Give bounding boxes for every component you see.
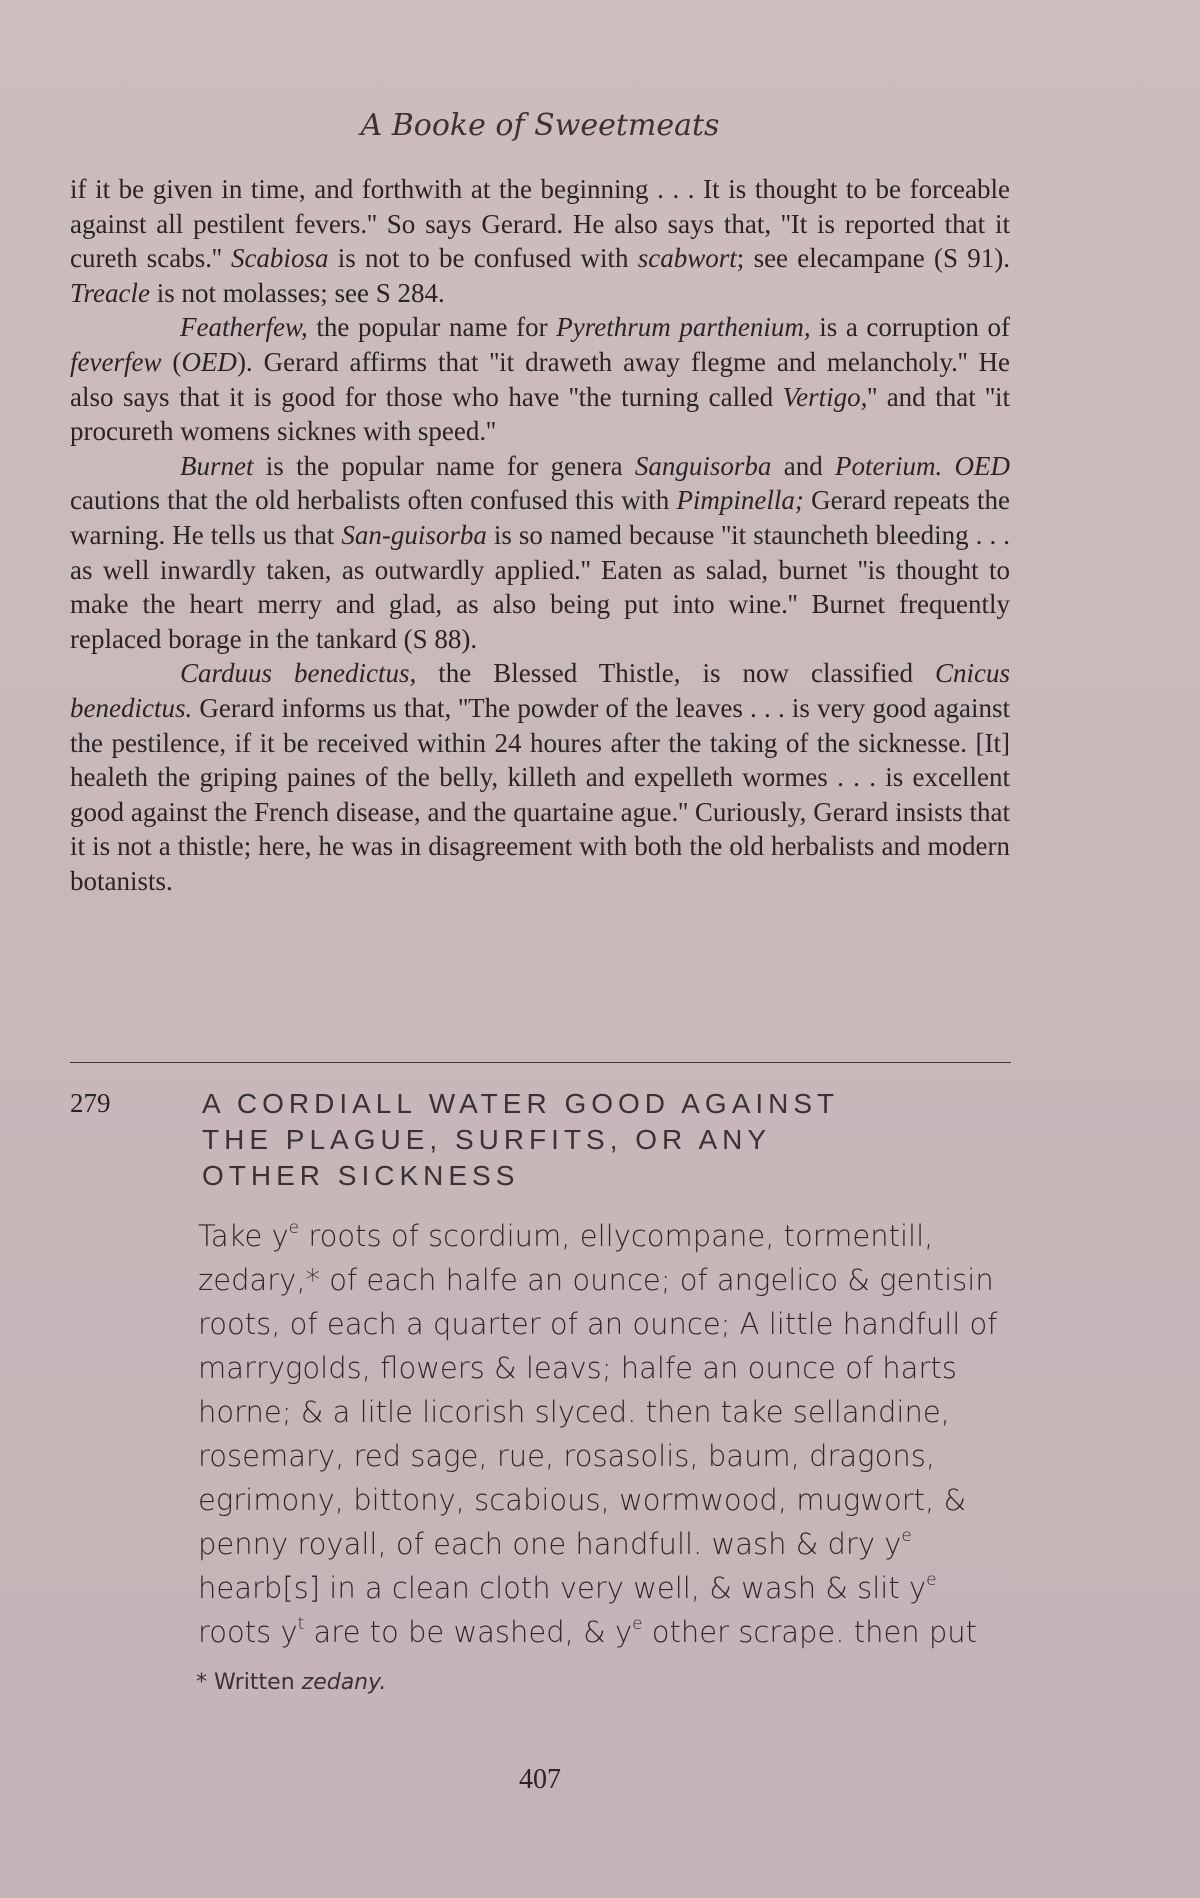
- text-run: cautions that the old herbalists often confused this with: [70, 485, 677, 516]
- recipe-line: [198, 1258, 1018, 1302]
- text-run: is not molasses; see S 284.: [150, 277, 445, 308]
- superscript: e: [288, 1218, 300, 1238]
- commentary-paragraph: [70, 310, 1010, 448]
- superscript: e: [632, 1614, 643, 1634]
- superscript: t: [297, 1614, 305, 1634]
- text-run: other scrape. then put: [642, 1615, 978, 1649]
- italic-term: San-guisorba: [341, 519, 487, 550]
- text-run: roots of scordium, ellycompane, tormentill,: [299, 1219, 934, 1253]
- recipe-line: [198, 1390, 1018, 1434]
- recipe-line: [198, 1478, 1018, 1522]
- running-head: A Booke of Sweetmeats: [360, 108, 720, 143]
- commentary-text: [70, 172, 1010, 898]
- text-run: marrygolds, flowers & leavs; halfe an ounce of harts: [198, 1351, 957, 1385]
- commentary-paragraph: [70, 656, 1010, 898]
- section-divider: [70, 1062, 1011, 1063]
- italic-term: scabwort: [637, 243, 737, 274]
- italic-term: Pyrethrum parthenium,: [556, 312, 811, 343]
- recipe-line: [198, 1302, 1018, 1346]
- text-run: Take y: [198, 1219, 289, 1253]
- italic-term: Pimpinella;: [676, 485, 804, 516]
- footnote-marker: * Written: [196, 1670, 302, 1695]
- commentary-paragraph: [70, 449, 1010, 657]
- text-run: and: [771, 450, 835, 481]
- page-number: 407: [519, 1764, 561, 1795]
- recipe-body: [198, 1214, 1018, 1654]
- italic-term: Scabiosa: [230, 243, 329, 274]
- footnote: [196, 1670, 386, 1695]
- recipe-number: 279: [70, 1088, 111, 1118]
- text-run: ). Gerard affirms that ''it draweth away flegme and melancholy.'' He also says that it is good for those who have ''the turning called: [70, 346, 1010, 412]
- text-run: roots, of each a quarter of an ounce; A little handfull of: [198, 1307, 998, 1341]
- italic-term: Sanguisorba: [634, 450, 772, 481]
- text-run: roots y: [198, 1615, 298, 1649]
- text-run: zedary,* of each halfe an ounce; of angelico & gentisin: [198, 1263, 994, 1297]
- italic-term: OED: [181, 346, 237, 377]
- superscript: e: [901, 1526, 912, 1546]
- footnote-word: zedany.: [301, 1670, 387, 1695]
- commentary-paragraph: [70, 172, 1010, 310]
- italic-term: Vertigo,: [782, 381, 868, 412]
- text-run: rosemary, red sage, rue, rosasolis, baum, dragons,: [198, 1439, 936, 1473]
- text-run: if it be given in time, and forthwith at the beginning . . . It is thought to be forceable against all pestilent fevers.'' So says Gerard. He also says that, ''It is reported that it cureth scabs.'': [70, 174, 1010, 274]
- recipe-line: [198, 1346, 1018, 1390]
- italic-term: Treacle: [70, 277, 150, 308]
- italic-term: Cnicus benedictus.: [70, 658, 1011, 723]
- recipe-title: [202, 1086, 982, 1194]
- text-run: Gerard informs us that, ''The powder of the leaves . . . is very good against the pestilence, if it be received within 24 houres after the taking of the sicknesse. [It] healeth the griping paines of the belly, killeth and expelleth wormes . . . is excellent good against the French disease, and the quartaine ague.'' Curiously, Gerard insists that it is not a thistle; here, he was in disagreement with both the old herbalists and modern botanists.: [70, 692, 1010, 896]
- text-run: the Blessed Thistle, is now classified: [416, 658, 935, 689]
- recipe-line: [198, 1214, 1018, 1258]
- text-run: (: [161, 346, 182, 377]
- recipe-title-line: A CORDIALL WATER GOOD AGAINST: [202, 1088, 840, 1119]
- italic-term: Poterium. OED: [834, 450, 1010, 481]
- italic-term: Carduus benedictus,: [180, 658, 417, 689]
- text-run: egrimony, bittony, scabious, wormwood, mugwort, &: [198, 1483, 967, 1517]
- superscript: e: [926, 1570, 937, 1590]
- text-run: is so named because ''it stauncheth bleeding . . . as well inwardly taken, as outwardly applied.'' Eaten as salad, burnet ''is thought to make the heart merry and glad, as also being put into wine.'' Burnet frequently replaced borage in the tankard (S 88).: [70, 519, 1010, 654]
- italic-term: feverfew: [70, 346, 162, 377]
- text-run: is a corruption of: [810, 312, 1011, 343]
- text-run: hearb[s] in a clean cloth very well, & wash & slit y: [198, 1571, 927, 1605]
- text-run: horne; & a litle licorish slyced. then take sellandine,: [198, 1395, 950, 1429]
- text-run: penny royall, of each one handfull. wash & dry y: [198, 1527, 902, 1561]
- recipe-line: [198, 1566, 1018, 1610]
- recipe-line: [198, 1434, 1018, 1478]
- italic-term: Featherfew,: [180, 312, 308, 343]
- recipe-title-line: THE PLAGUE, SURFITS, OR ANY: [202, 1124, 772, 1155]
- text-run: are to be washed, & y: [304, 1615, 633, 1649]
- text-run: ; see elecampane (S 91).: [736, 243, 1010, 274]
- recipe-line: [198, 1610, 1018, 1654]
- recipe-title-line: OTHER SICKNESS: [202, 1160, 520, 1191]
- text-run: is not to be confused with: [328, 243, 638, 274]
- text-run: is the popular name for genera: [253, 450, 635, 481]
- text-run: Gerard repeats the warning. He tells us that: [70, 485, 1010, 550]
- text-run: the popular name for: [307, 312, 557, 343]
- text-run: '' and that ''it procureth womens sicknes with speed.'': [70, 381, 1010, 447]
- recipe-line: [198, 1522, 1018, 1566]
- italic-term: Burnet: [180, 450, 254, 481]
